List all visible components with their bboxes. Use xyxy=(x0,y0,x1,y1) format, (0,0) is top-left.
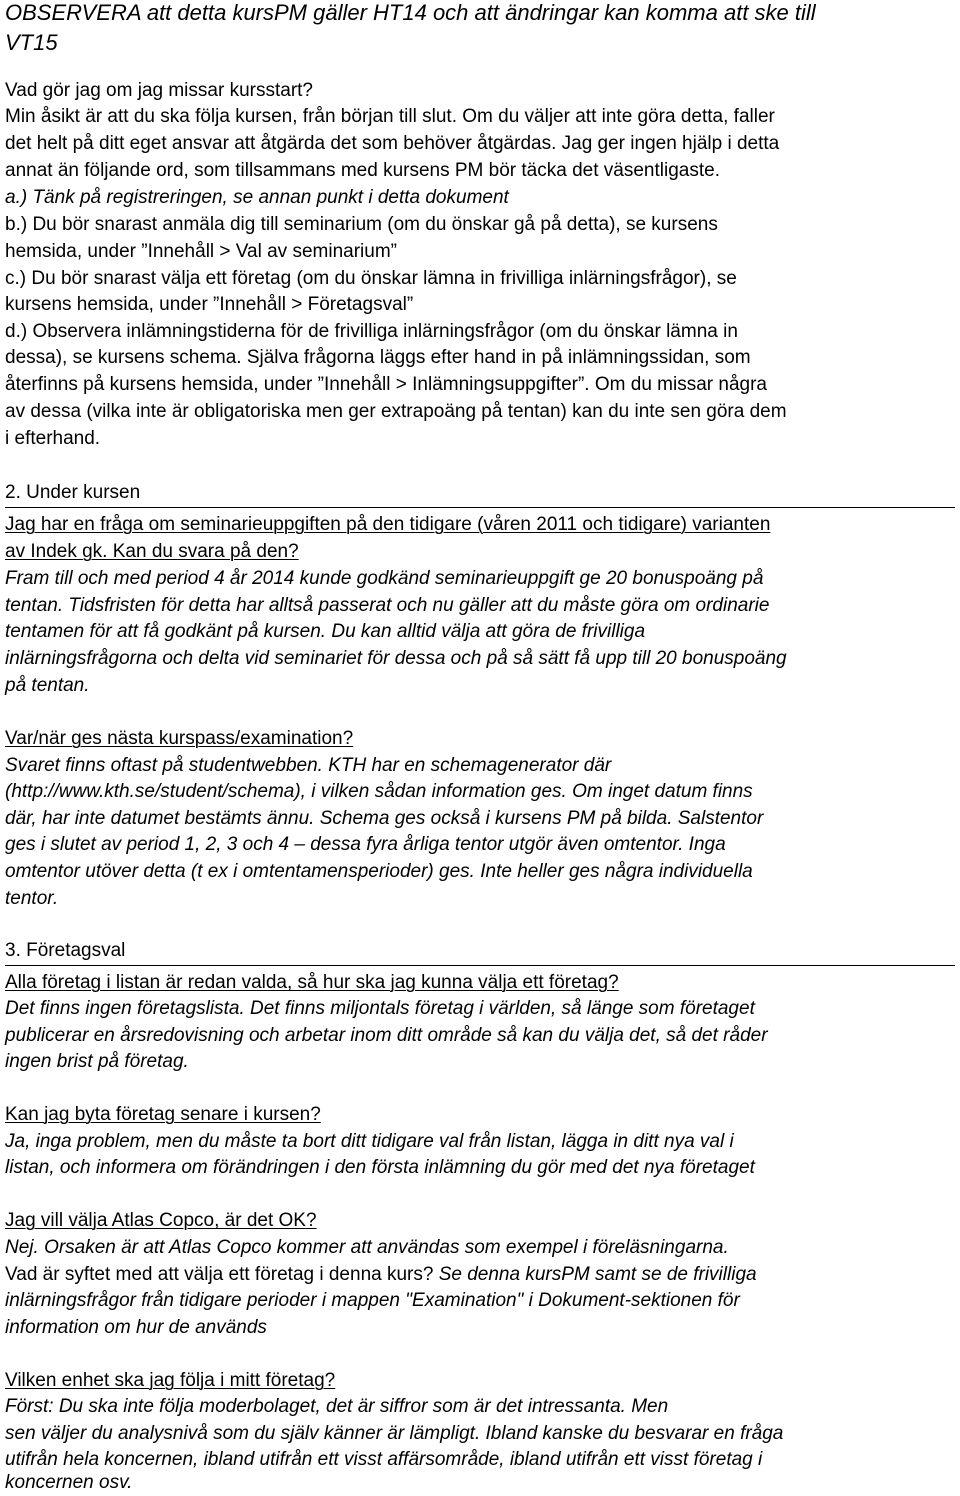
list-item-d-cont: dessa), se kursens schema. Själva frågorna läggs efter hand in på inlämningssidan, som xyxy=(5,347,751,368)
question-atlas-copco: Jag vill välja Atlas Copco, är det OK? xyxy=(5,1210,317,1231)
section-heading-3: 3. Företagsval xyxy=(5,940,126,961)
answer-line: tentor. xyxy=(5,888,59,909)
list-item-d: d.) Observera inlämningstiderna för de frivilliga inlärningsfrågor (om du önskar lämna in xyxy=(5,321,738,342)
question-change-company: Kan jag byta företag senare i kursen? xyxy=(5,1104,321,1125)
question-next-session: Var/när ges nästa kurspass/examination? xyxy=(5,728,354,749)
answer-line: information om hur de används xyxy=(5,1317,267,1338)
answer-line: inlärningsfrågorna och delta vid seminariet för dessa och på så sätt få upp till 20 bonuspoäng xyxy=(5,648,787,669)
answer-line: utifrån hela koncernen, ibland utifrån ett visst affärsområde, ibland utifrån ett visst företag i xyxy=(5,1449,763,1470)
section-divider xyxy=(5,507,955,508)
answer-line: ingen brist på företag. xyxy=(5,1051,189,1072)
answer-line: (http://www.kth.se/student/schema), i vilken sådan information ges. Om inget datum finns xyxy=(5,781,753,802)
section-divider xyxy=(5,965,955,966)
answer-line: Svaret finns oftast på studentwebben. KTH har en schemagenerator där xyxy=(5,755,612,776)
answer-line: omtentor utöver detta (t ex i omtentamensperioder) ges. Inte heller ges några individuella xyxy=(5,861,753,882)
answer-line: Nej. Orsaken är att Atlas Copco kommer att användas som exempel i föreläsningarna. xyxy=(5,1237,729,1258)
notice-line-2: VT15 xyxy=(5,30,58,55)
list-item-c-cont: kursens hemsida, under ”Innehåll > Företagsval” xyxy=(5,294,414,315)
list-item-a: a.) Tänk på registreringen, se annan punkt i detta dokument xyxy=(5,187,509,208)
answer-line: Det finns ingen företagslista. Det finns miljontals företag i världen, så länge som företaget xyxy=(5,998,755,1019)
notice-line-1: OBSERVERA att detta kursPM gäller HT14 och att ändringar kan komma att ske till xyxy=(5,0,816,25)
answer-line: koncernen osv. xyxy=(5,1472,133,1493)
answer-line: inlärningsfrågor från tidigare perioder i mappen "Examination" i Dokument-sektionen för xyxy=(5,1290,740,1311)
answer-line: Först: Du ska inte följa moderbolaget, det är siffror som är det intressanta. Men xyxy=(5,1396,669,1417)
list-item-b-cont: hemsida, under ”Innehåll > Val av seminarium” xyxy=(5,241,397,262)
answer-line: Fram till och med period 4 år 2014 kunde godkänd seminarieuppgift ge 20 bonuspoäng på xyxy=(5,568,764,589)
list-item-b: b.) Du bör snarast anmäla dig till seminarium (om du önskar gå på detta), se kursens xyxy=(5,214,718,235)
question-company-list: Alla företag i listan är redan valda, så hur ska jag kunna välja ett företag? xyxy=(5,972,619,993)
list-item-c: c.) Du bör snarast välja ett företag (om du önskar lämna in frivilliga inlärningsfrågor), se xyxy=(5,268,737,289)
answer-line: publicerar en årsredovisning och arbetar inom ditt område så kan du välja det, så det råder xyxy=(5,1025,768,1046)
question-missed-start: Vad gör jag om jag missar kursstart? xyxy=(5,80,313,101)
answer-line: på tentan. xyxy=(5,675,90,696)
list-item-d-cont: av dessa (vilka inte är obligatoriska men ger extrapoäng på tentan) kan du inte sen göra dem xyxy=(5,401,787,422)
answer-line xyxy=(5,1262,757,1288)
answer-line: tentan. Tidsfristen för detta har alltså passerat och nu gäller att du måste göra om ordinarie xyxy=(5,595,770,616)
answer-line: det helt på ditt eget ansvar att åtgärda det som behöver åtgärdas. Jag ger ingen hjälp i detta xyxy=(5,133,780,154)
list-item-d-cont: återfinns på kursens hemsida, under ”Innehåll > Inlämningsuppgifter”. Om du missar några xyxy=(5,374,767,395)
answer-line: sen väljer du analysnivå som du själv känner är lämpligt. Ibland kanske du besvarar en fråga xyxy=(5,1423,784,1444)
question-purpose: Vad är syftet med att välja ett företag i denna kurs? xyxy=(5,1264,434,1285)
answer-line: ges i slutet av period 1, 2, 3 och 4 – dessa fyra årliga tentor utgör även omtentor. Inga xyxy=(5,834,726,855)
question-which-unit: Vilken enhet ska jag följa i mitt företag? xyxy=(5,1370,336,1391)
list-item-d-cont: i efterhand. xyxy=(5,428,101,449)
answer-line: där, har inte datumet bestämts ännu. Schema ges också i kursens PM på bilda. Salstentor xyxy=(5,808,764,829)
question-seminar-line-2: av Indek gk. Kan du svara på den? xyxy=(5,541,299,562)
answer-line: Ja, inga problem, men du måste ta bort ditt tidigare val från listan, lägga in ditt nya val i xyxy=(5,1131,734,1152)
section-heading-2: 2. Under kursen xyxy=(5,482,141,503)
answer-line: Min åsikt är att du ska följa kursen, från början till slut. Om du väljer att inte göra detta, faller xyxy=(5,106,775,127)
answer-text: Se denna kursPM samt se de frivilliga xyxy=(433,1264,757,1285)
answer-line: tentamen för att få godkänt på kursen. Du kan alltid välja att göra de frivilliga xyxy=(5,621,646,642)
answer-line: listan, och informera om förändringen i den första inlämning du gör med det nya företaget xyxy=(5,1157,755,1178)
answer-line: annat än följande ord, som tillsammans med kursens PM bör täcka det väsentligaste. xyxy=(5,160,720,181)
question-seminar-line-1: Jag har en fråga om seminarieuppgiften på den tidigare (våren 2011 och tidigare) varianten xyxy=(5,514,771,535)
